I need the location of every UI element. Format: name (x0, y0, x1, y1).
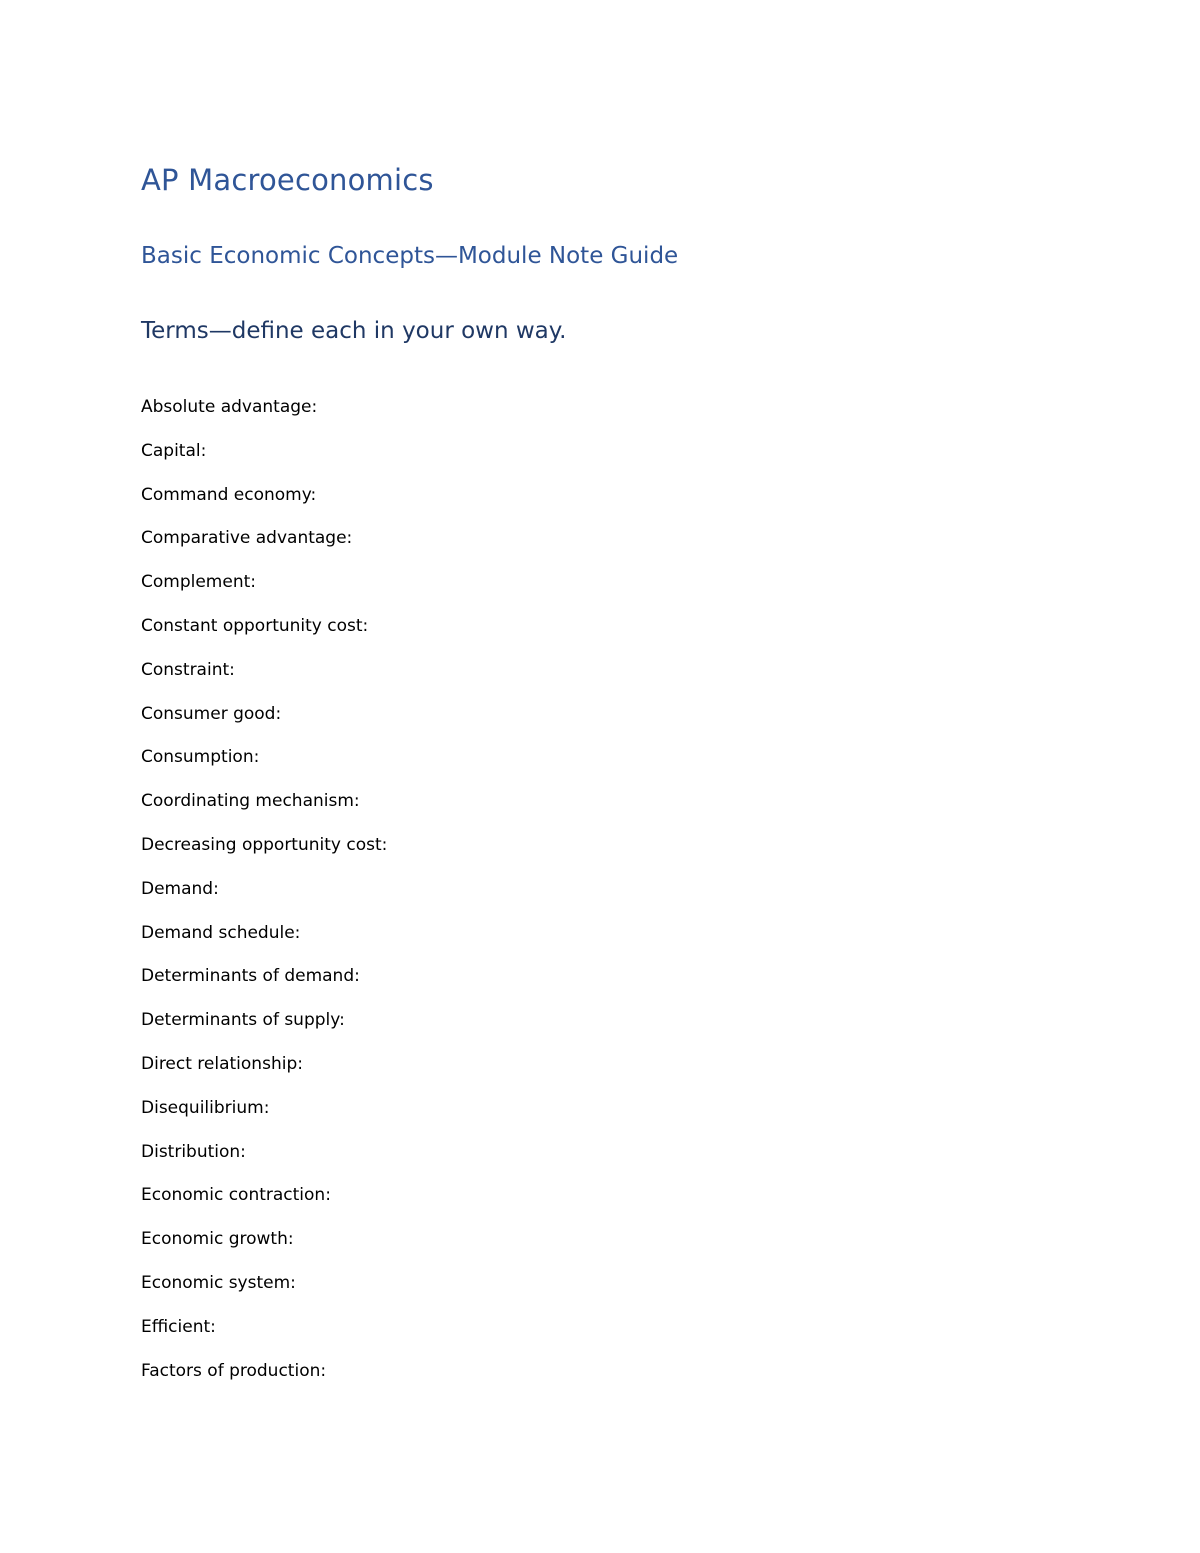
term-item: Constraint: (141, 659, 235, 680)
term-item: Absolute advantage: (141, 397, 318, 417)
terms-heading: Terms—define each in your own way. (141, 318, 567, 344)
term-item: Direct relationship: (141, 1053, 303, 1074)
term-item: Demand: (141, 878, 219, 899)
term-item: Determinants of demand: (141, 966, 360, 987)
term-item: Distribution: (141, 1141, 246, 1162)
term-item: Factors of production: (141, 1360, 327, 1381)
term-item: Command economy: (141, 484, 317, 505)
term-item: Economic growth: (141, 1229, 294, 1250)
term-item: Consumption: (141, 747, 260, 768)
terms-list (141, 394, 387, 1401)
term-item: Demand schedule: (141, 922, 301, 943)
document-title: AP Macroeconomics (141, 163, 434, 197)
term-item: Disequilibrium: (141, 1097, 270, 1118)
term-item: Decreasing opportunity cost: (141, 834, 388, 855)
term-item: Economic contraction: (141, 1185, 331, 1206)
term-item: Complement: (141, 572, 256, 593)
term-item: Determinants of supply: (141, 1010, 345, 1031)
term-item: Comparative advantage: (141, 528, 353, 549)
term-item: Efficient: (141, 1316, 216, 1337)
document-subtitle: Basic Economic Concepts—Module Note Guide (141, 243, 679, 269)
term-item: Capital: (141, 440, 207, 461)
term-item: Constant opportunity cost: (141, 615, 369, 636)
term-item: Coordinating mechanism: (141, 791, 360, 812)
term-item: Economic system: (141, 1272, 296, 1293)
term-item: Consumer good: (141, 703, 282, 724)
